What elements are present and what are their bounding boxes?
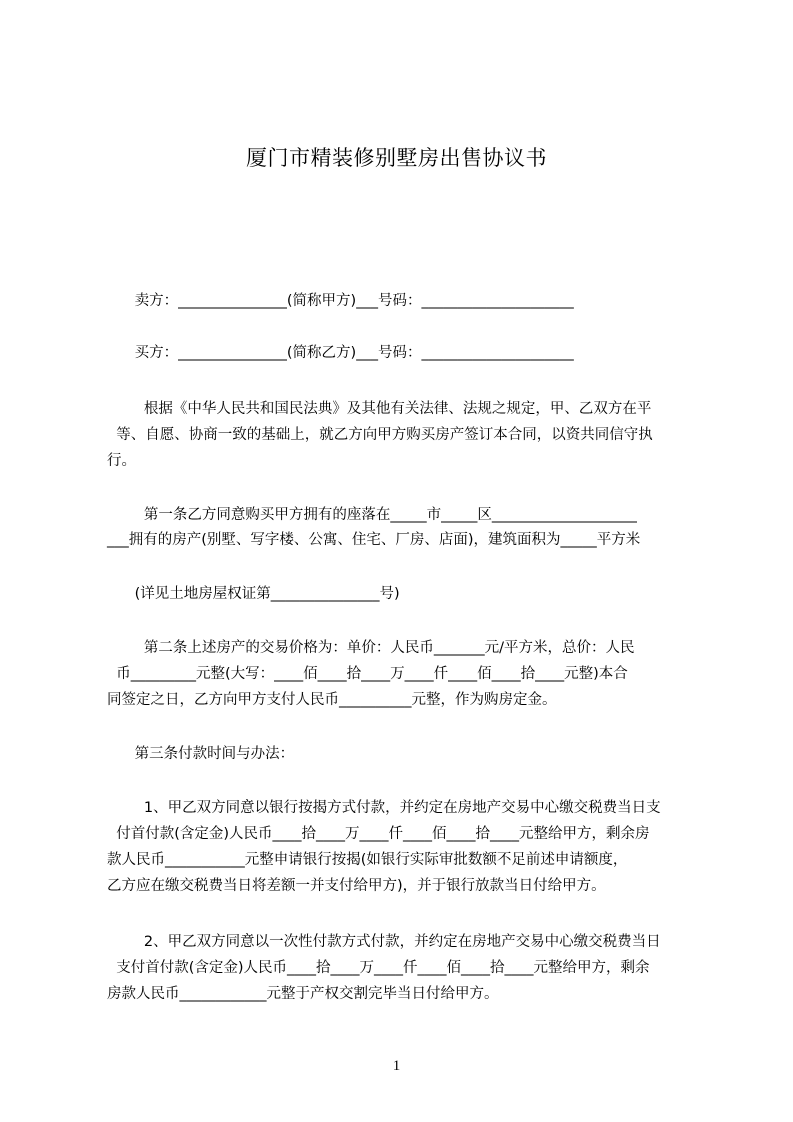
seller-line: 卖方：_______________(简称甲方)___号码：_____________________ [107,293,574,309]
clause-1-line-1: 1、甲乙双方同意以银行按揭方式付款，并约定在房地产交易中心缴交税费当日支 [107,800,661,816]
article-2-line-2: 币_________元整(大写：____佰____拾____万____仟____佰____拾____元整)本合 [107,666,628,682]
buyer-line: 买方：_______________(简称乙方)___号码：_____________________ [107,345,574,361]
article-3-heading: 第三条付款时间与办法： [107,746,295,762]
clause-2-line-2: 支付首付款(含定金)人民币____拾____万____仟____佰____拾____元整给甲方，剩余 [107,960,650,976]
preamble-line-2: 等、自愿、协商一致的基础上，就乙方向甲方购买房产签订本合同，以资共同信守执 [107,427,653,443]
clause-2-line-3: 房款人民币____________元整于产权交割完毕当日付给甲方。 [107,986,499,1002]
clause-1-line-3: 款人民币___________元整申请银行按揭(如银行实际审批数额不足前述申请额度， [107,852,628,868]
document-title: 厦门市精装修别墅房出售协议书 [246,146,547,170]
preamble-line-1: 根据《中华人民共和国民法典》及其他有关法律、法规之规定，甲、乙双方在平 [107,401,652,417]
certificate-line: (详见土地房屋权证第_______________号) [107,586,400,602]
clause-1-line-4: 乙方应在缴交税费当日将差额一并支付给甲方)，并于银行放款当日付给甲方。 [107,878,606,894]
clause-1-line-2: 付首付款(含定金)人民币____拾____万____仟____佰____拾____元整给甲方，剩余房 [107,826,650,842]
article-2-line-1: 第二条上述房产的交易价格为：单价：人民币_______元/平方米，总价：人民 [107,640,635,656]
page-number: 1 [392,1058,401,1074]
preamble-line-3: 行。 [107,453,136,469]
article-1-line-1: 第一条乙方同意购买甲方拥有的座落在_____市_____区____________________ [107,507,637,523]
article-1-line-2: ___拥有的房产(别墅、写字楼、公寓、住宅、厂房、店面)，建筑面积为_____平方米 [107,532,641,548]
clause-2-line-1: 2、甲乙双方同意以一次性付款方式付款，并约定在房地产交易中心缴交税费当日 [107,934,661,950]
article-2-line-3: 同签定之日，乙方向甲方支付人民币__________元整，作为购房定金。 [107,692,557,708]
